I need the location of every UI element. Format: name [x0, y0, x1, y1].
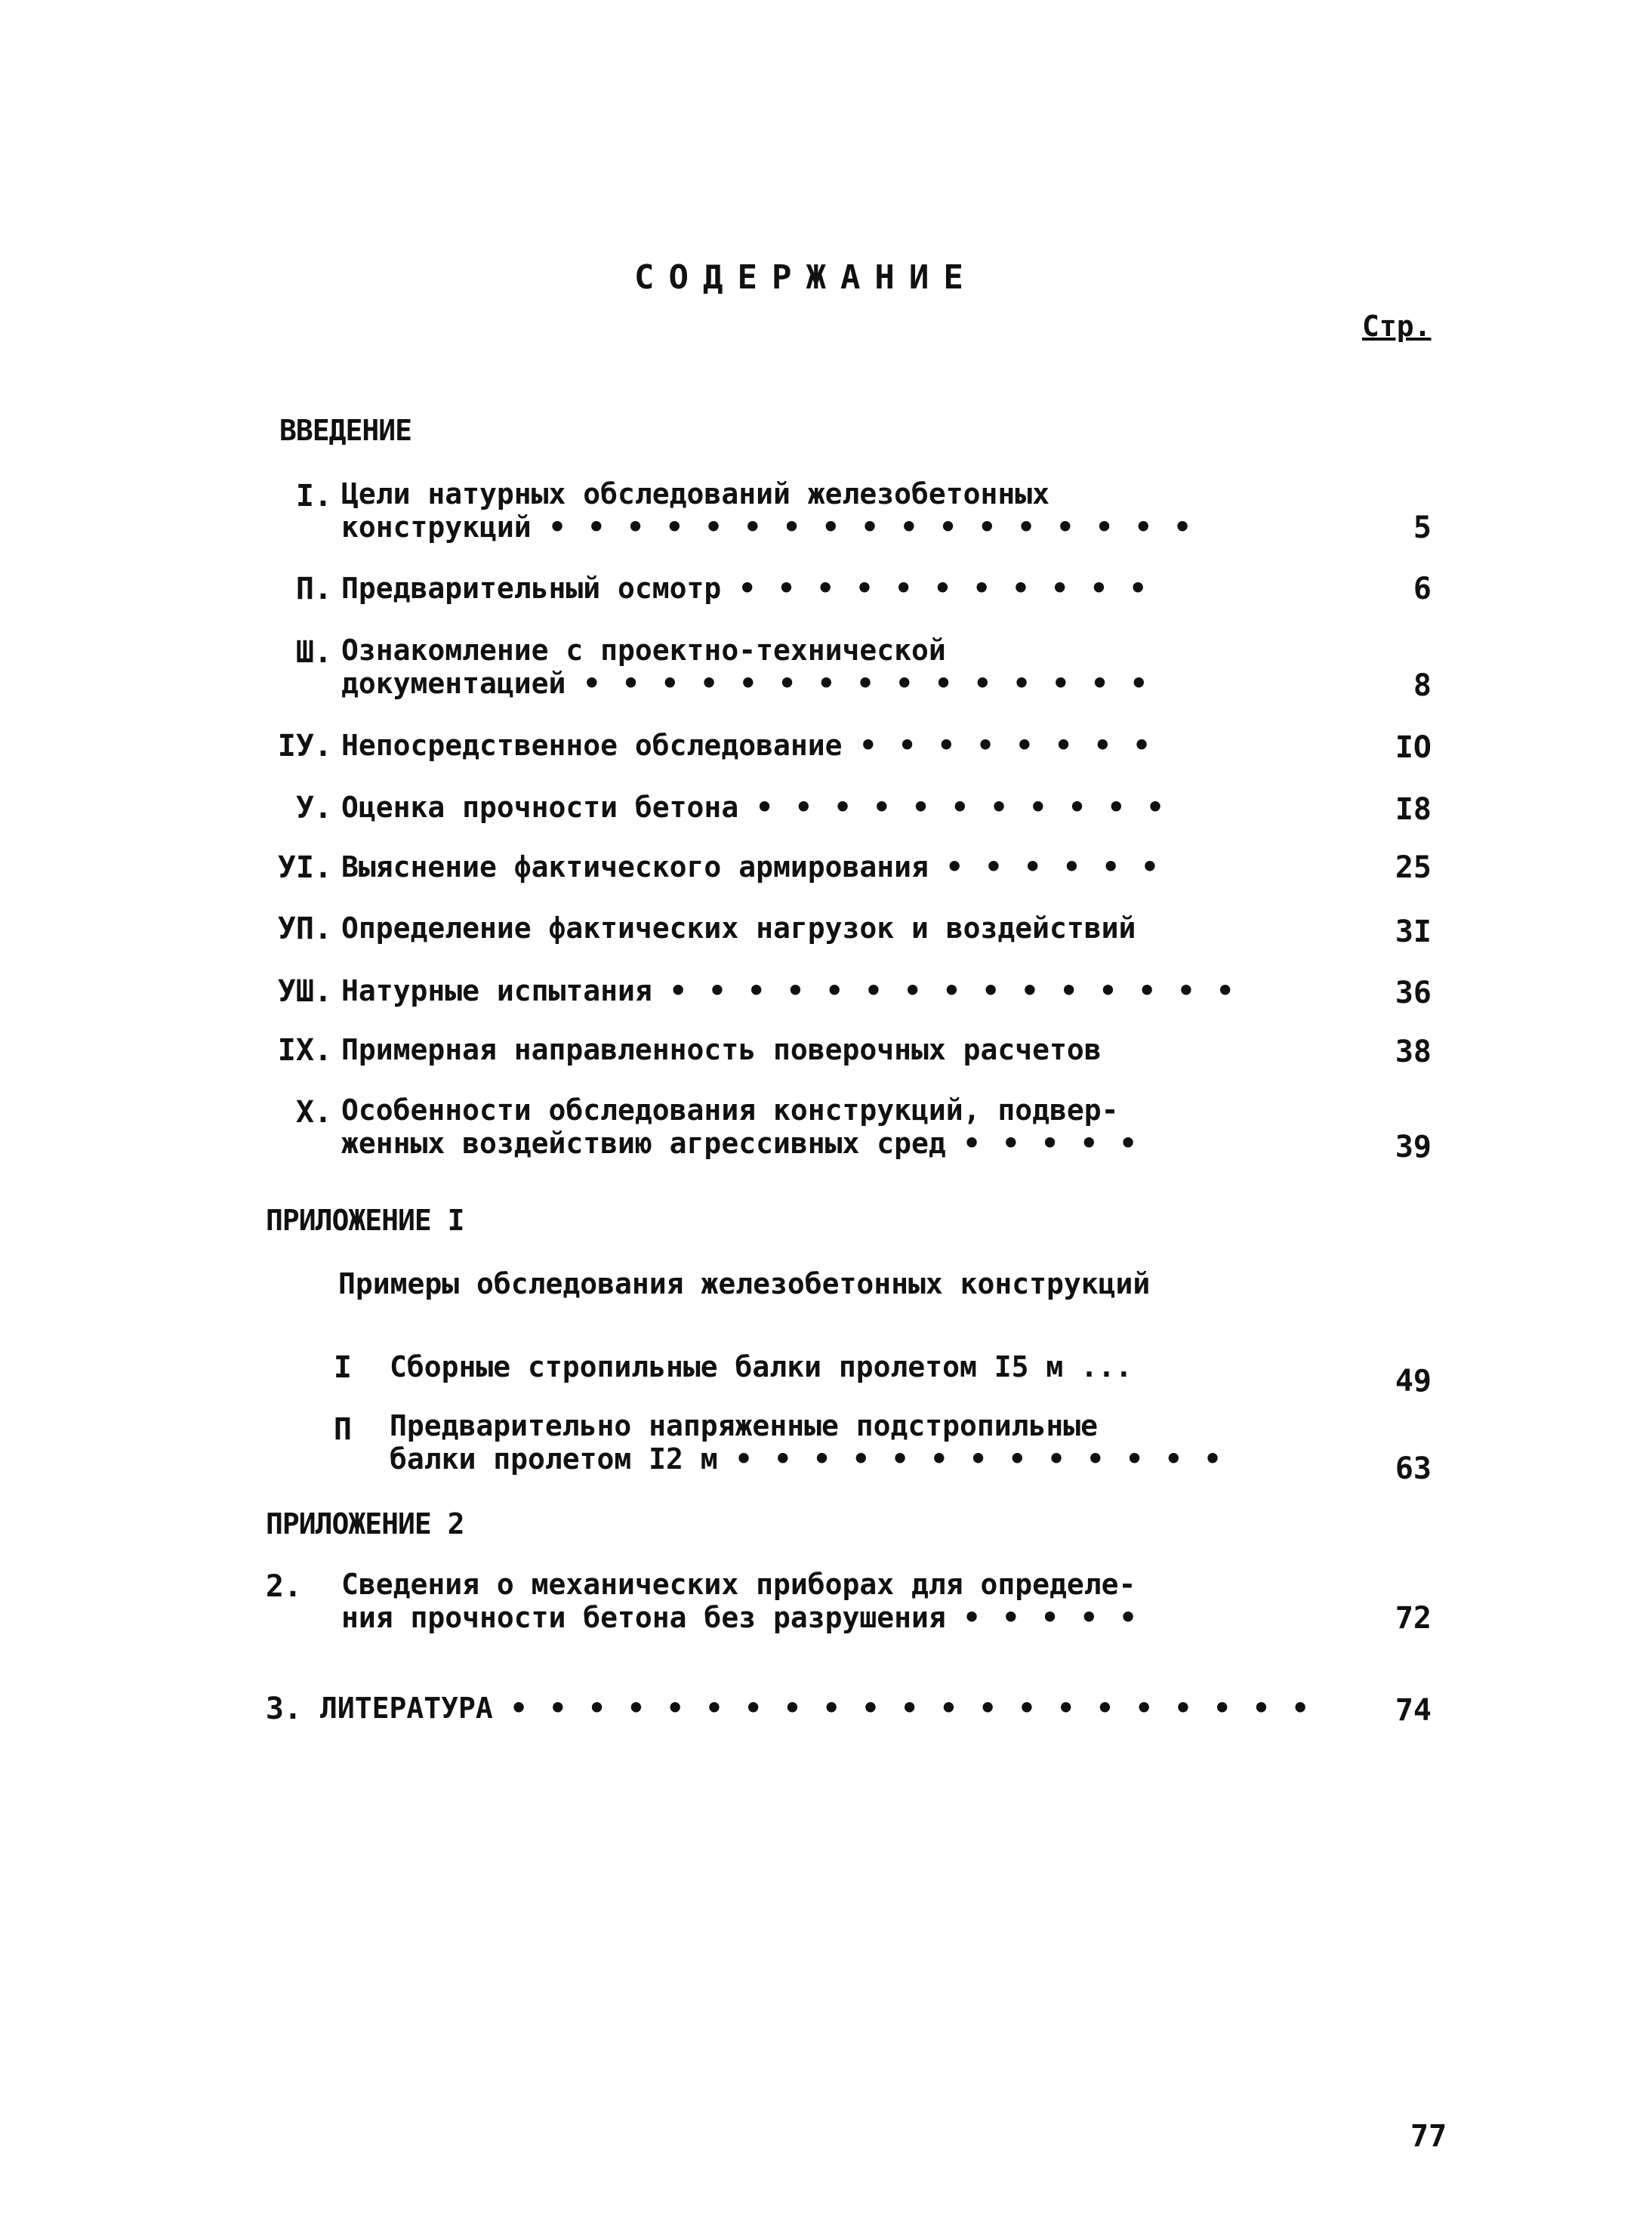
entry-title-line2 — [341, 1601, 1139, 1634]
entry-page-number: 8 — [1413, 668, 1432, 703]
appendix1-subheading: Примеры обследования железобетонных конструкций — [338, 1267, 1151, 1300]
leader-dots: • • • • • • • • • • • • • • • — [669, 974, 1237, 1007]
entry-page-number: 38 — [1395, 1035, 1432, 1069]
entry-title-line2 — [341, 1127, 1139, 1160]
entry-number: I. — [295, 479, 332, 514]
entry-number: I — [333, 1350, 352, 1385]
entry-number: 3. — [265, 1692, 302, 1726]
leader-dots: • • • • • • • • — [859, 729, 1153, 762]
leader-dots: • • • • • • • • • • • • • • • • • • • • • — [510, 1692, 1311, 1725]
page-column-header: Стр. — [1362, 310, 1432, 343]
entry-title-text: Выяснение фактического армирования — [341, 850, 929, 884]
entry-title-line2-text: ния прочности бетона без разрушения — [341, 1601, 946, 1634]
entry-title-line1: Примерная направленность поверочных расчетов — [341, 1033, 1102, 1066]
leader-dots: • • • • • — [963, 1601, 1139, 1634]
page-title: СОДЕРЖАНИЕ — [634, 258, 978, 297]
entry-number: П. — [295, 572, 332, 606]
entry-title-line1 — [341, 729, 1153, 762]
entry-page-number: 36 — [1395, 976, 1432, 1010]
appendix1-heading: ПРИЛОЖЕНИЕ I — [266, 1204, 464, 1237]
intro-heading: ВВЕДЕНИЕ — [279, 414, 412, 447]
entry-title-line1: Особенности обследования конструкций, подвер- — [341, 1093, 1119, 1127]
entry-title-line1 — [341, 572, 1149, 605]
entry-title-line1: Цели натурных обследований железобетонных — [341, 477, 1049, 510]
entry-page-number: 3I — [1395, 914, 1432, 949]
entry-title-line1 — [341, 974, 1236, 1007]
leader-dots: • • • • • • • • • • • • • • • • • — [548, 510, 1194, 544]
entry-title-line2 — [341, 510, 1194, 544]
entry-title-line2 — [341, 667, 1150, 700]
leader-dots: • • • • • • • • • • • — [756, 791, 1167, 824]
leader-dots: • • • • • — [963, 1127, 1139, 1160]
entry-title-line2-text: документацией — [341, 667, 566, 700]
entry-title-line1: Предварительно напряженные подстропильные — [390, 1409, 1098, 1442]
entry-title-line1: Сведения о механических приборах для определе- — [341, 1568, 1136, 1601]
entry-title-line1: Определение фактических нагрузок и воздействий — [341, 911, 1136, 945]
entry-page-number: 5 — [1413, 510, 1432, 545]
entry-title-line1: Ознакомление с проектно-технической — [341, 634, 946, 667]
entry-title-line2-text: конструкций — [341, 510, 532, 544]
entry-page-number: 74 — [1395, 1693, 1432, 1728]
literature-line — [320, 1692, 1311, 1725]
entry-number: П — [333, 1412, 352, 1447]
entry-number: 2. — [265, 1569, 302, 1604]
entry-page-number: 63 — [1395, 1451, 1432, 1486]
entry-title-line2 — [390, 1442, 1224, 1476]
entry-number: УI. — [277, 850, 332, 885]
entry-page-number: IO — [1395, 730, 1432, 765]
entry-title-line2-text: балки пролетом I2 м — [390, 1442, 718, 1476]
entry-title-text: Оценка прочности бетона — [341, 791, 739, 824]
entry-number: УШ. — [277, 974, 332, 1009]
leader-dots: • • • • • • • • • • • • • — [735, 1442, 1224, 1476]
literature-label: ЛИТЕРАТУРА — [320, 1692, 493, 1725]
entry-title-line1 — [341, 791, 1167, 824]
entry-number: Ш. — [295, 635, 332, 670]
entry-title-text: Натурные испытания — [341, 974, 652, 1007]
entry-number: У. — [295, 791, 332, 825]
entry-page-number: 49 — [1395, 1364, 1432, 1399]
entry-page-number: I8 — [1395, 792, 1432, 827]
entry-number: X. — [295, 1095, 332, 1130]
entry-title-line2-text: женных воздействию агрессивных сред — [341, 1127, 946, 1160]
footer-page-number: 77 — [1410, 2119, 1447, 2154]
leader-dots: • • • • • • • • • • • • • • • — [583, 667, 1150, 700]
entry-title-line1: Сборные стропильные балки пролетом I5 м ... — [390, 1350, 1133, 1383]
entry-page-number: 25 — [1395, 850, 1432, 885]
entry-title-text: Предварительный осмотр — [341, 572, 722, 605]
leader-dots: • • • • • • — [945, 850, 1161, 884]
entry-page-number: 72 — [1395, 1601, 1432, 1636]
appendix2-heading: ПРИЛОЖЕНИЕ 2 — [266, 1507, 464, 1541]
entry-number: IX. — [277, 1033, 332, 1068]
entry-number: IУ. — [277, 729, 332, 763]
entry-title-line1 — [341, 850, 1160, 884]
leader-dots: • • • • • • • • • • • — [738, 572, 1149, 605]
entry-number: УП. — [277, 911, 332, 946]
entry-page-number: 39 — [1395, 1130, 1432, 1164]
entry-page-number: 6 — [1413, 572, 1432, 606]
entry-title-text: Непосредственное обследование — [341, 729, 843, 762]
